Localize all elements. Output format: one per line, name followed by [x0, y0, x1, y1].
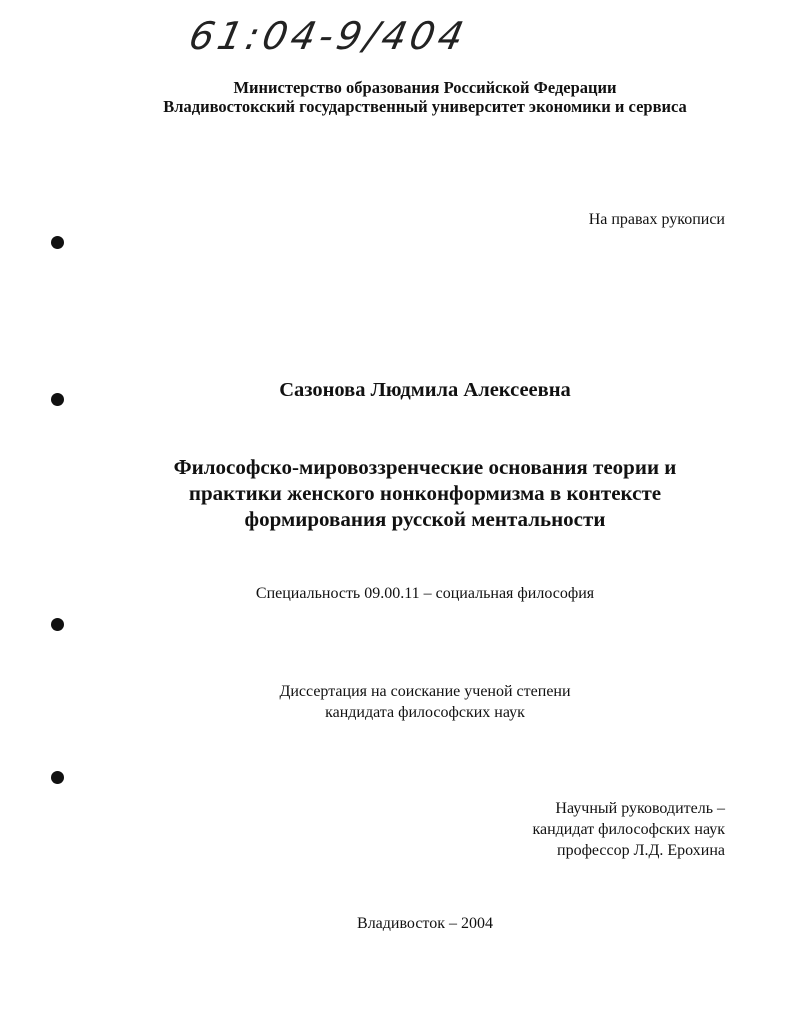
supervisor-line: профессор Л.Д. Ерохина — [557, 842, 725, 859]
specialty: Специальность 09.00.11 – социальная философия — [255, 585, 595, 602]
ministry-name: Министерство образования Российской Федерации — [233, 78, 617, 97]
degree-line: кандидата философских наук — [325, 704, 525, 721]
dissertation-title — [0, 454, 796, 532]
handwritten-catalog-code: 61:04-9/404 — [185, 14, 472, 58]
supervisor-block — [532, 798, 725, 861]
supervisor-line: Научный руководитель – — [555, 800, 725, 817]
title-line: практики женского нонконформизма в контексте — [188, 481, 662, 505]
binding-hole-dot — [51, 771, 64, 784]
binding-hole-dot — [51, 618, 64, 631]
degree-line: Диссертация на соискание ученой степени — [279, 683, 571, 700]
university-name: Владивостокский государственный университет экономики и сервиса — [163, 97, 687, 116]
city-year: Владивосток – 2004 — [357, 915, 493, 932]
title-line: формирования русской ментальности — [244, 507, 606, 531]
degree-statement — [0, 681, 796, 723]
manuscript-note: На правах рукописи — [588, 211, 725, 228]
title-line: Философско-мировоззренческие основания теории и — [173, 455, 677, 479]
binding-hole-dot — [51, 236, 64, 249]
author-name: Сазонова Людмила Алексеевна — [279, 379, 571, 401]
supervisor-line: кандидат философских наук — [532, 821, 725, 838]
